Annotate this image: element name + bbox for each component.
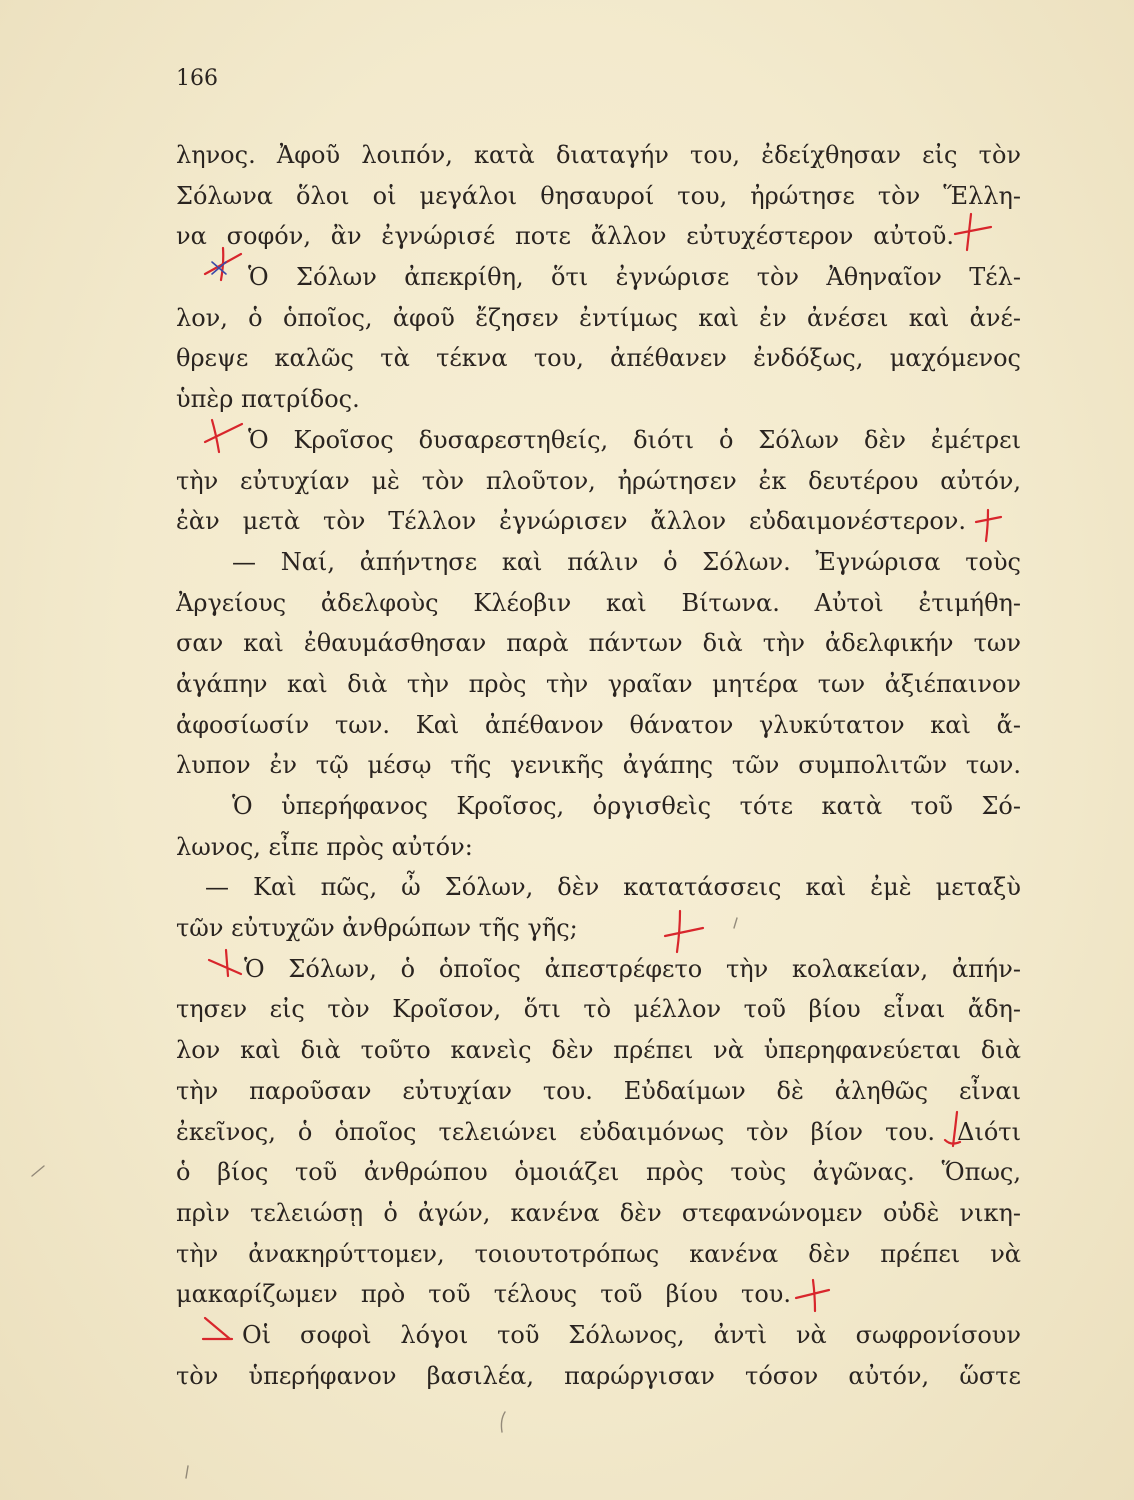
text-line: τὴν ἀνακηρύττομεν, τοιουτοτρόπως κανένα δὲν πρέπει νὰ [176, 1239, 1021, 1268]
text-line: τῶν εὐτυχῶν ἀνθρώπων τῆς γῆς; [176, 914, 578, 943]
pencil-mark [501, 1412, 505, 1432]
text-line: — Καὶ πῶς, ὦ Σόλων, δὲν κατατάσσεις καὶ ἐμὲ μεταξὺ [205, 873, 1021, 902]
text-line: λον, ὁ ὁποῖος, ἀφοῦ ἔζησεν ἐντίμως καὶ ἐν ἀνέσει καὶ ἀνέ- [176, 303, 1021, 332]
pencil-mark [186, 1466, 188, 1478]
text-line: να σοφόν, ἂν ἐγνώρισέ ποτε ἄλλον εὐτυχέστερον αὐτοῦ. [176, 222, 954, 251]
text-line: τὴν παροῦσαν εὐτυχίαν του. Εὐδαίμων δὲ ἀληθῶς εἶναι [176, 1076, 1021, 1105]
text-line: ληνος. Ἀφοῦ λοιπόν, κατὰ διαταγήν του, ἐδείχθησαν εἰς τὸν [176, 141, 1021, 169]
text-line: Ὁ Κροῖσος δυσαρεστηθείς, διότι ὁ Σόλων δὲν ἐμέτρει [248, 425, 1021, 454]
text-line: λωνος, εἶπε πρὸς αὐτόν: [176, 832, 473, 861]
text-line: ἀφοσίωσίν των. Καὶ ἀπέθανον θάνατον γλυκύτατον καὶ ἄ- [176, 710, 1021, 739]
text-line: μακαρίζωμεν πρὸ τοῦ τέλους τοῦ βίου του. [176, 1280, 791, 1309]
text-line: Ἀργείους ἀδελφοὺς Κλέοβιν καὶ Βίτωνα. Αὐτοὶ ἐτιμήθη- [176, 588, 1021, 617]
text-line: λον καὶ διὰ τοῦτο κανεὶς δὲν πρέπει νὰ ὑπερηφανεύεται διὰ [176, 1036, 1021, 1065]
text-line: Σόλωνα ὅλοι οἱ μεγάλοι θησαυροί του, ἠρώτησε τὸν Ἕλλη- [176, 181, 1021, 210]
text-line: ὑπὲρ πατρίδος. [176, 385, 360, 414]
body-text [176, 135, 1021, 1396]
text-line: ὁ βίος τοῦ ἀνθρώπου ὁμοιάζει πρὸς τοὺς ἀγῶνας. Ὅπως, [176, 1158, 1021, 1187]
text-line: τὴν εὐτυχίαν μὲ τὸν πλοῦτον, ἠρώτησεν ἐκ δευτέρου αὐτόν, [176, 466, 1021, 495]
text-line: Οἱ σοφοὶ λόγοι τοῦ Σόλωνος, ἀντὶ νὰ σωφρονίσουν [242, 1320, 1021, 1349]
text-line: ἐκεῖνος, ὁ ὁποῖος τελειώνει εὐδαιμόνως τὸν βίον του. Διότι [176, 1117, 1021, 1146]
text-line: τησεν εἰς τὸν Κροῖσον, ὅτι τὸ μέλλον τοῦ βίου εἶναι ἄδη- [176, 995, 1021, 1024]
text-line: Ὁ Σόλων ἀπεκρίθη, ὅτι ἐγνώρισε τὸν Ἀθηναῖον Τέλ- [248, 263, 1021, 292]
text-line: Ὁ Σόλων, ὁ ὁποῖος ἀπεστρέφετο τὴν κολακείαν, ἀπήν- [244, 954, 1021, 983]
text-line: ἐὰν μετὰ τὸν Τέλλον ἐγνώρισεν ἄλλον εὐδαιμονέστερον. [176, 507, 966, 536]
text-line: — Ναί, ἀπήντησε καὶ πάλιν ὁ Σόλων. Ἐγνώρισα τοὺς [232, 547, 1021, 576]
text-line: Ὁ ὑπερήφανος Κροῖσος, ὀργισθεὶς τότε κατὰ τοῦ Σό- [232, 792, 1021, 820]
text-line: θρεψε καλῶς τὰ τέκνα του, ἀπέθανεν ἐνδόξως, μαχόμενος [176, 344, 1021, 373]
pencil-mark [32, 1166, 44, 1176]
text-line: τὸν ὑπερήφανον βασιλέα, παρώργισαν τόσον αὐτόν, ὥστε [176, 1361, 1021, 1390]
text-line: πρὶν τελειώσῃ ὁ ἀγών, κανένα δὲν στεφανώνομεν οὐδὲ νικη- [176, 1198, 1021, 1227]
text-line: ἀγάπην καὶ διὰ τὴν πρὸς τὴν γραῖαν μητέρα των ἀξιέπαινον [176, 669, 1021, 698]
page-number: 166 [176, 66, 218, 91]
text-line: λυπον ἐν τῷ μέσῳ τῆς γενικῆς ἀγάπης τῶν συμπολιτῶν των. [176, 751, 1021, 780]
text-line: σαν καὶ ἐθαυμάσθησαν παρὰ πάντων διὰ τὴν ἀδελφικήν των [176, 629, 1021, 658]
